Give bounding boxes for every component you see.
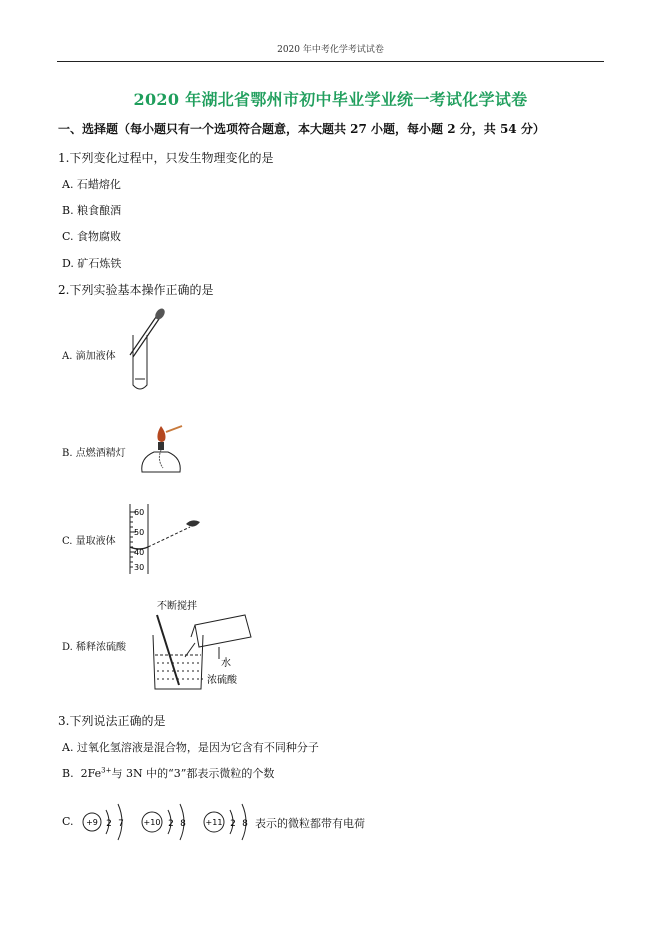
svg-text:+10: +10 bbox=[143, 818, 161, 827]
q3-option-b-letter: B. bbox=[62, 767, 74, 780]
svg-text:+9: +9 bbox=[86, 818, 98, 827]
q3-option-b-text: 与 3N 中的“3”都表示微粒的个数 bbox=[111, 767, 275, 780]
exam-title: 2020 年湖北省鄂州市初中毕业学业统一考试化学试卷 bbox=[133, 90, 528, 109]
dropper bbox=[130, 317, 159, 357]
tick-label-40: 40 bbox=[134, 548, 145, 557]
graduated-cylinder-figure bbox=[120, 500, 210, 580]
atom-diagram-3 bbox=[204, 804, 248, 840]
glass-rod bbox=[157, 615, 179, 685]
svg-text:2: 2 bbox=[230, 819, 236, 829]
q2-stem: 2.下列实验基本操作正确的是 bbox=[58, 283, 214, 297]
label-stir: 不断搅拌 bbox=[157, 601, 197, 612]
section-heading: 一、选择题（每小题只有一个选项符合题意，本大题共 27 小题，每小题 2 分，共 54 分） bbox=[58, 122, 545, 136]
svg-text:2: 2 bbox=[106, 819, 112, 829]
q3-stem: 3.下列说法正确的是 bbox=[58, 714, 166, 728]
label-acid: 浓硫酸 bbox=[207, 675, 237, 686]
q1-option-c: C. 食物腐败 bbox=[62, 230, 122, 243]
q1-option-b: B. 粮食酿酒 bbox=[62, 204, 122, 217]
tick-label-30: 30 bbox=[134, 563, 145, 572]
svg-text:2: 2 bbox=[168, 819, 174, 829]
q2-option-d: D. 稀释浓硫酸 bbox=[62, 642, 127, 653]
wick-holder bbox=[158, 442, 164, 450]
svg-text:+11: +11 bbox=[205, 818, 223, 827]
atom-diagram-1 bbox=[83, 804, 124, 840]
q3-option-a: A. 过氧化氢溶液是混合物，是因为它含有不同种分子 bbox=[62, 741, 319, 754]
svg-text:8: 8 bbox=[180, 819, 186, 829]
q2-option-a: A. 滴加液体 bbox=[62, 351, 116, 362]
atomic-structure-diagrams bbox=[78, 798, 258, 844]
q2-option-c: C. 量取液体 bbox=[62, 536, 116, 547]
svg-text:8: 8 bbox=[242, 819, 248, 829]
alcohol-lamp-figure bbox=[132, 420, 192, 485]
q1-option-a: A. 石蜡熔化 bbox=[62, 178, 121, 191]
tick-label-50: 50 bbox=[134, 528, 145, 537]
tick-label-60: 60 bbox=[134, 508, 145, 517]
lamp-body bbox=[142, 452, 181, 472]
q3-option-b bbox=[62, 765, 274, 781]
q1-stem: 1.下列变化过程中，只发生物理变化的是 bbox=[58, 151, 274, 165]
q2-option-b: B. 点燃酒精灯 bbox=[62, 448, 126, 459]
flame bbox=[157, 426, 165, 442]
q3-option-c-letter: C. bbox=[62, 815, 74, 828]
reagent-bottle bbox=[195, 615, 251, 647]
test-tube bbox=[133, 335, 147, 389]
match bbox=[166, 426, 182, 432]
dilution-figure bbox=[145, 595, 275, 695]
q3-option-c-text: 表示的微粒都带有电荷 bbox=[255, 817, 365, 830]
wick bbox=[159, 450, 163, 468]
q3-option-b-charge: 3+ bbox=[101, 766, 112, 775]
q3-option-b-ion: 2Fe bbox=[80, 767, 102, 780]
eye-icon bbox=[186, 520, 200, 526]
dropper-figure bbox=[120, 305, 180, 400]
q1-option-d: D. 矿石炼铁 bbox=[62, 257, 122, 270]
page-header: 2020 年中考化学考试试卷 bbox=[277, 45, 384, 55]
cylinder-ticks bbox=[130, 512, 136, 567]
atom-diagram-2 bbox=[142, 804, 186, 840]
header-rule bbox=[57, 61, 604, 62]
svg-text:7: 7 bbox=[118, 819, 124, 829]
sight-line bbox=[148, 527, 190, 547]
label-water: 水 bbox=[221, 658, 231, 669]
